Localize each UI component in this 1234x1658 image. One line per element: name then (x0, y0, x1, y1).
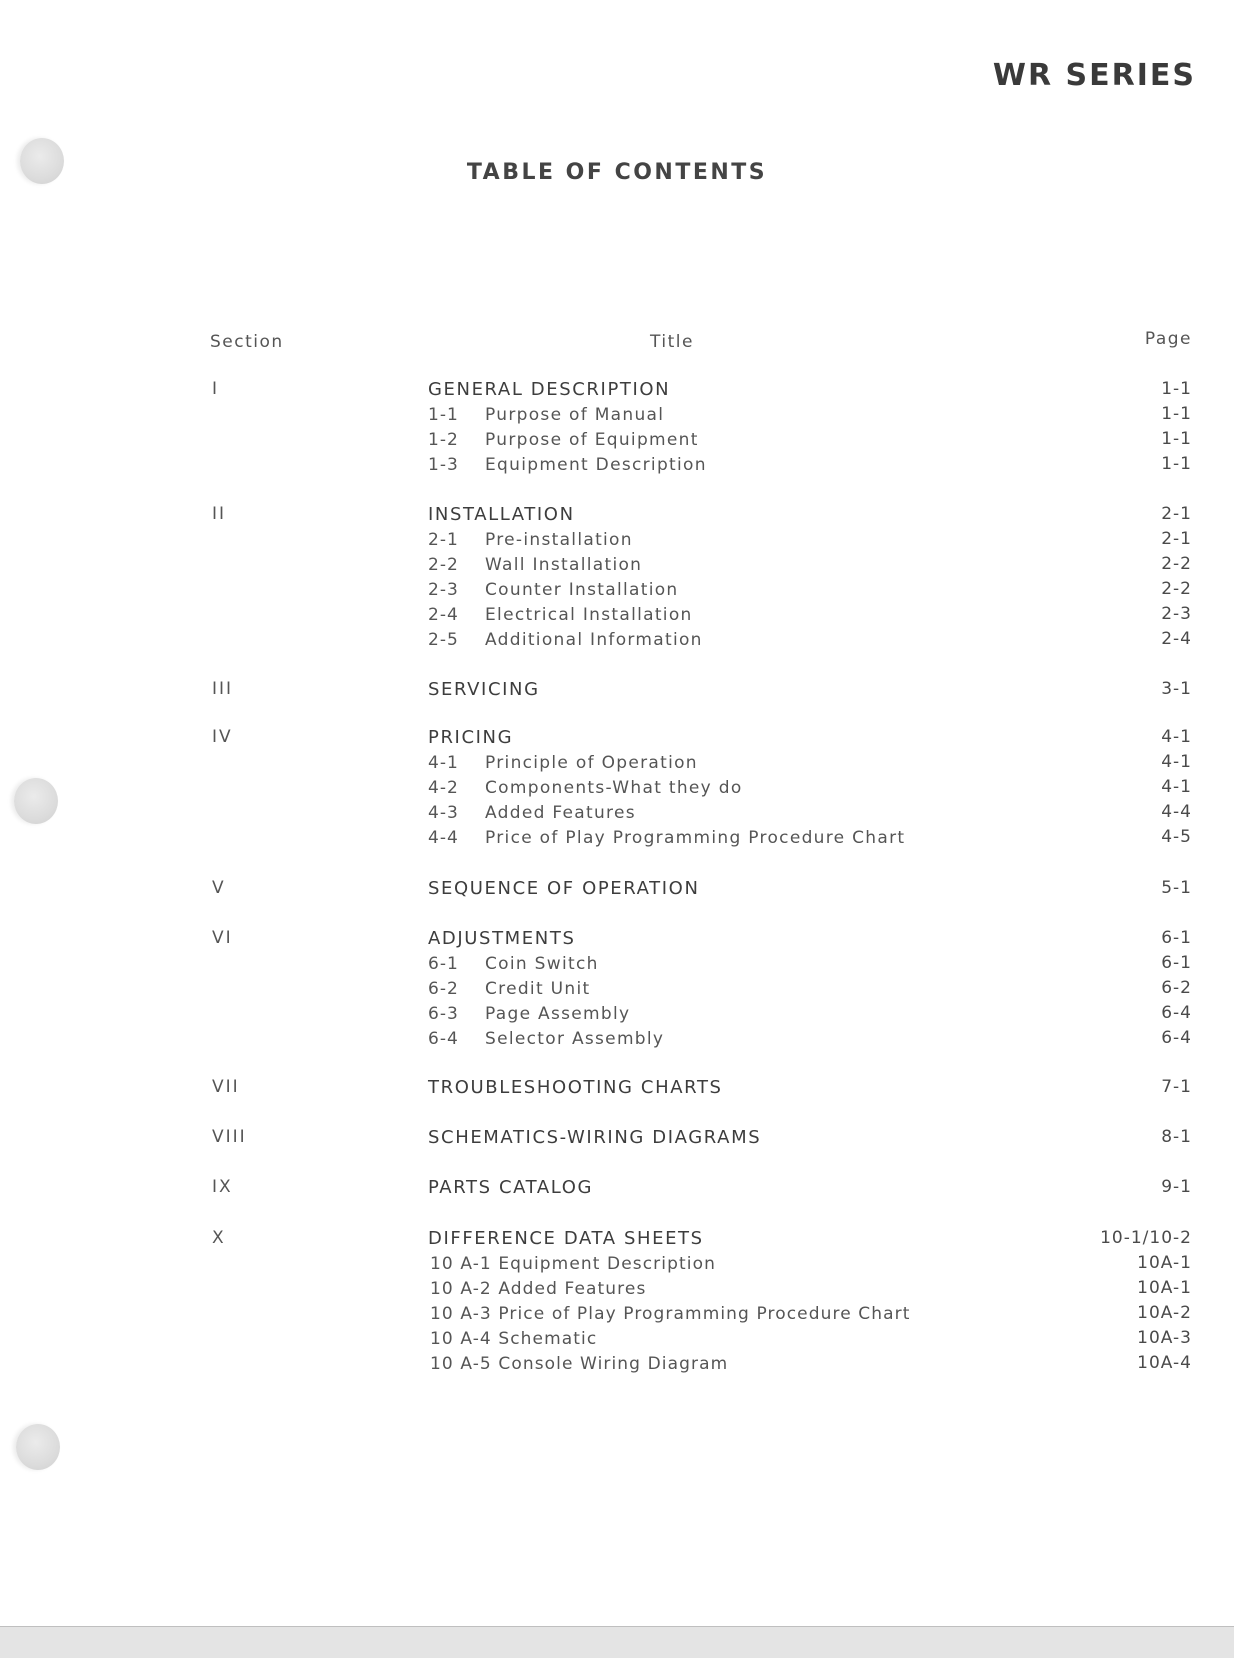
toc-section-row (0, 379, 1234, 404)
section-page: 10-1/10-2 (1100, 1228, 1192, 1248)
subsection-number: 2-2 (428, 555, 459, 575)
subsection-page: 10A-4 (1137, 1353, 1192, 1373)
section-page: 2-1 (1161, 504, 1192, 524)
subsection-page: 10A-2 (1137, 1303, 1192, 1323)
section-number: I (212, 379, 220, 399)
subsection-title: 10 A-5 Console Wiring Diagram (430, 1354, 729, 1374)
subsection-page: 4-5 (1161, 827, 1192, 847)
toc-section-row (0, 679, 1234, 704)
subsection-number: 2-3 (428, 580, 459, 600)
toc-section (0, 1228, 1234, 1378)
scan-bottom-edge (0, 1626, 1234, 1658)
toc-section (0, 679, 1234, 704)
section-page: 6-1 (1161, 928, 1192, 948)
section-title: DIFFERENCE DATA SHEETS (428, 1228, 704, 1249)
subsection-title: Wall Installation (485, 555, 643, 575)
subsection-title: Coin Switch (485, 954, 599, 974)
section-page: 9-1 (1161, 1177, 1192, 1197)
subsection-title: Equipment Description (485, 455, 707, 475)
subsection-page: 2-2 (1161, 554, 1192, 574)
toc-subsection-row (0, 604, 1234, 629)
subsection-title: Purpose of Manual (485, 405, 665, 425)
section-page: 4-1 (1161, 727, 1192, 747)
section-number: III (212, 679, 234, 699)
toc-subsection-row (0, 1328, 1234, 1353)
subsection-number: 6-4 (428, 1029, 459, 1049)
toc-subsection-row (0, 953, 1234, 978)
toc-subsection-row (0, 554, 1234, 579)
section-page: 7-1 (1161, 1077, 1192, 1097)
toc-section-row (0, 727, 1234, 752)
section-title: SEQUENCE OF OPERATION (428, 878, 700, 899)
toc-section (0, 928, 1234, 1053)
subsection-page: 1-1 (1161, 454, 1192, 474)
subsection-title: Counter Installation (485, 580, 679, 600)
toc-subsection-row (0, 429, 1234, 454)
toc-section (0, 504, 1234, 654)
subsection-page: 1-1 (1161, 404, 1192, 424)
toc-heading: TABLE OF CONTENTS (466, 160, 768, 185)
toc-section (0, 727, 1234, 852)
toc-subsection-row (0, 1303, 1234, 1328)
subsection-page: 4-4 (1161, 802, 1192, 822)
section-number: II (212, 504, 227, 524)
section-title: ADJUSTMENTS (428, 928, 576, 949)
subsection-number: 6-1 (428, 954, 459, 974)
toc-section-row (0, 1077, 1234, 1102)
toc-subsection-row (0, 802, 1234, 827)
toc-subsection-row (0, 752, 1234, 777)
subsection-title: Price of Play Programming Procedure Chart (485, 828, 906, 848)
section-title: PRICING (428, 727, 514, 748)
section-title: SERVICING (428, 679, 540, 700)
subsection-page: 2-1 (1161, 529, 1192, 549)
subsection-page: 10A-3 (1137, 1328, 1192, 1348)
section-number: IX (212, 1177, 233, 1197)
section-page: 3-1 (1161, 679, 1192, 699)
series-title: WR SERIES (992, 58, 1196, 93)
column-header-title: Title (650, 332, 694, 352)
toc-section (0, 379, 1234, 479)
section-title: INSTALLATION (428, 504, 575, 525)
subsection-page: 2-2 (1161, 579, 1192, 599)
subsection-title: Purpose of Equipment (485, 430, 699, 450)
toc-section-row (0, 928, 1234, 953)
subsection-title: 10 A-3 Price of Play Programming Procedure Chart (430, 1304, 911, 1324)
subsection-title: Additional Information (485, 630, 703, 650)
section-number: VII (212, 1077, 240, 1097)
subsection-page: 1-1 (1161, 429, 1192, 449)
subsection-title: Page Assembly (485, 1004, 631, 1024)
section-title: GENERAL DESCRIPTION (428, 379, 671, 400)
section-number: VIII (212, 1127, 247, 1147)
subsection-number: 4-3 (428, 803, 459, 823)
toc-subsection-row (0, 777, 1234, 802)
toc-subsection-row (0, 404, 1234, 429)
toc-section-row (0, 1228, 1234, 1253)
section-number: X (212, 1228, 226, 1248)
subsection-title: Credit Unit (485, 979, 591, 999)
subsection-number: 6-3 (428, 1004, 459, 1024)
subsection-page: 6-2 (1161, 978, 1192, 998)
subsection-page: 4-1 (1161, 777, 1192, 797)
toc-section-row (0, 1177, 1234, 1202)
section-title: PARTS CATALOG (428, 1177, 594, 1198)
subsection-page: 6-1 (1161, 953, 1192, 973)
toc-subsection-row (0, 827, 1234, 852)
subsection-number: 4-2 (428, 778, 459, 798)
toc-section-row (0, 1127, 1234, 1152)
toc-subsection-row (0, 529, 1234, 554)
subsection-title: Selector Assembly (485, 1029, 665, 1049)
toc-section-row (0, 504, 1234, 529)
subsection-page: 2-3 (1161, 604, 1192, 624)
subsection-number: 1-2 (428, 430, 459, 450)
section-page: 1-1 (1161, 379, 1192, 399)
toc-section-row (0, 878, 1234, 903)
subsection-title: Electrical Installation (485, 605, 693, 625)
subsection-number: 4-1 (428, 753, 459, 773)
section-number: IV (212, 727, 233, 747)
subsection-number: 1-1 (428, 405, 459, 425)
subsection-title: Principle of Operation (485, 753, 698, 773)
subsection-number: 6-2 (428, 979, 459, 999)
toc-subsection-row (0, 579, 1234, 604)
toc-subsection-row (0, 1353, 1234, 1378)
subsection-title: 10 A-1 Equipment Description (430, 1254, 716, 1274)
subsection-page: 10A-1 (1137, 1253, 1192, 1273)
toc-subsection-row (0, 978, 1234, 1003)
section-page: 8-1 (1161, 1127, 1192, 1147)
subsection-page: 10A-1 (1137, 1278, 1192, 1298)
subsection-title: Components-What they do (485, 778, 743, 798)
subsection-page: 6-4 (1161, 1003, 1192, 1023)
toc-section (0, 1177, 1234, 1202)
subsection-number: 1-3 (428, 455, 459, 475)
section-number: V (212, 878, 226, 898)
subsection-number: 2-5 (428, 630, 459, 650)
subsection-title: 10 A-4 Schematic (430, 1329, 598, 1349)
toc-subsection-row (0, 454, 1234, 479)
subsection-title: Added Features (485, 803, 636, 823)
section-page: 5-1 (1161, 878, 1192, 898)
toc-subsection-row (0, 1278, 1234, 1303)
toc-subsection-row (0, 1003, 1234, 1028)
column-header-page: Page (1144, 329, 1192, 349)
section-number: VI (212, 928, 233, 948)
section-title: TROUBLESHOOTING CHARTS (428, 1077, 723, 1098)
subsection-title: 10 A-2 Added Features (430, 1279, 647, 1299)
subsection-number: 2-1 (428, 530, 459, 550)
section-title: SCHEMATICS-WIRING DIAGRAMS (428, 1127, 762, 1148)
subsection-number: 4-4 (428, 828, 459, 848)
toc-subsection-row (0, 629, 1234, 654)
subsection-page: 6-4 (1161, 1028, 1192, 1048)
toc-section (0, 878, 1234, 903)
toc-subsection-row (0, 1028, 1234, 1053)
punch-hole-bottom (16, 1424, 60, 1470)
column-header-section: Section (210, 332, 284, 352)
subsection-page: 4-1 (1161, 752, 1192, 772)
toc-subsection-row (0, 1253, 1234, 1278)
subsection-title: Pre-installation (485, 530, 633, 550)
toc-section (0, 1077, 1234, 1102)
subsection-page: 2-4 (1161, 629, 1192, 649)
subsection-number: 2-4 (428, 605, 459, 625)
toc-section (0, 1127, 1234, 1152)
